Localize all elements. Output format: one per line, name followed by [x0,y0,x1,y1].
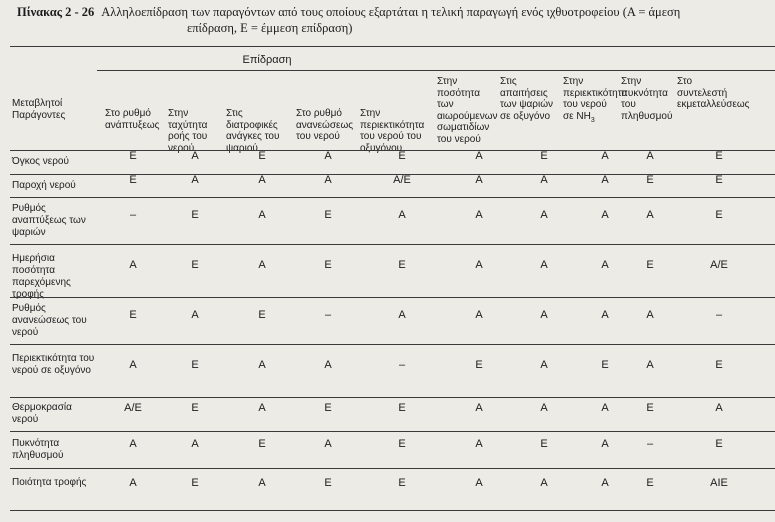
column-header: Στο ρυθμό ανανεώσεως του νερού [296,108,354,142]
table-cell: Ε [601,358,609,371]
table-caption [17,4,772,36]
table-cell: Α [191,173,199,186]
row-rule [10,397,775,398]
table-cell: ΑΙΕ [710,477,728,489]
table-cell: Ε [715,150,723,162]
table-cell: Ε [258,437,266,450]
row-header: Θερμοκρασία νερού [12,402,72,425]
row-rule [10,468,775,469]
corner-label: Μεταβλητοί Παράγοντες [12,98,66,121]
table-cell: Α [324,150,332,162]
row-rule [10,431,775,432]
row-rule [10,510,775,511]
table-cell: Α [646,308,654,321]
caption-text-line2: επίδραση, Ε = έμμεση επίδραση) [187,21,353,35]
table-cell: Ε [646,477,654,489]
row-header: Πυκνότητα πληθυσμού [12,437,64,461]
table-cell: Α [601,150,609,162]
table-cell: Α [475,208,483,221]
table-cell: Ε [324,402,332,414]
table-cell: Α [129,437,137,450]
table-cell: Ε [715,358,723,371]
table-cell: Ε [475,358,483,371]
table-cell: Ε [324,477,332,489]
table-cell: Α [398,208,406,221]
table-cell: – [715,308,723,321]
table-cell: Α [601,308,609,321]
table-cell: Ε [191,477,199,489]
table-cell: Α [191,308,199,321]
table-cell: Α [475,308,483,321]
table-cell: Α [601,437,609,450]
table-cell: Α [475,173,483,186]
row-rule [10,344,775,345]
row-rule [10,244,775,245]
table-cell: Ε [398,402,406,414]
table-cell: Α [324,437,332,450]
table-cell: Α [129,477,137,489]
column-header: Στην περιεκτικότητα του νερού σε $NH_3$ [563,76,628,124]
table-cell: Ε [540,150,548,162]
table-cell: Ε [398,150,406,162]
table-cell: Ε [646,173,654,186]
table-cell: Α [475,437,483,450]
table-cell: Α [601,208,609,221]
table-cell: – [398,358,406,371]
table-cell: Ε [715,173,723,186]
table-cell: Α [324,173,332,186]
table-cell: – [324,308,332,321]
table-cell: Ε [129,308,137,321]
table-cell: Ε [324,208,332,221]
table-cell: Α [646,358,654,371]
table-cell: Ε [129,173,137,186]
table-cell: Ε [540,437,548,450]
column-header: Στην περιεκτικότητα του νερού του οξυγόνου [360,108,425,154]
column-header: Στο ρυθμό ανάπτυξεως [105,108,160,131]
caption-label: Πίνακας 2 - 26 [17,5,95,19]
table-cell: Α [258,208,266,221]
row-header: Περιεκτικότητα του νερού σε οξυγόνο [12,352,95,376]
group-title: Επίδραση [242,54,292,66]
table-cell: Ε [398,258,406,271]
column-header: Στην πυκνότητα του πληθυσμού [621,76,673,122]
table-cell: – [129,208,137,221]
table-cell: Ε [258,308,266,321]
table-cell: Α [475,150,483,162]
table-cell: Ε [646,402,654,414]
row-header: Ρυθμός αναπτύξεως των ψαριών [12,202,86,238]
table-cell: Α [601,477,609,489]
table-cell: Α [258,358,266,371]
table-cell: Α [258,477,266,489]
table-cell: Α [540,173,548,186]
table-cell: Α [646,150,654,162]
table-cell: Α [540,402,548,414]
table-cell: Ε [398,477,406,489]
table-cell: Α [540,258,548,271]
table-cell: Α [191,437,199,450]
column-header: Στην ποσότητα των αιωρούμενων σωματιδίων του νερού [437,76,498,145]
table-cell: Ε [715,208,723,221]
column-header: Στο συντελεστή εκμεταλλεύσεως [677,76,750,110]
table-cell: Ε [646,258,654,271]
table-cell: Α [601,173,609,186]
table-cell: Α [540,308,548,321]
table-cell: Α/Ε [393,173,411,186]
table-cell: Ε [191,208,199,221]
table-cell: Α [129,258,137,271]
row-rule [10,297,775,298]
table-cell: Ε [191,258,199,271]
column-header: Στις απαιτήσεις των ψαριών σε οξυγόνο [500,76,554,122]
table-cell: Α [601,258,609,271]
table-cell: Ε [191,402,199,414]
column-header: Στην ταχύτητα ροής του νερού [168,108,208,154]
table-cell: Α [258,173,266,186]
table-cell: Α [540,477,548,489]
table-cell: Α/Ε [710,258,728,271]
table-cell: Α [475,402,483,414]
table-cell: Α [324,358,332,371]
table-top-rule [10,46,775,47]
column-header: Στις διατροφικές ανάγκες του ψαριού [226,108,280,154]
caption-text-line1: Αλληλοεπίδραση των παραγόντων από τους οποίους εξαρτάται η τελική παραγωγή ενός ιχθυοτροφείου (Α = άμεση [101,5,681,19]
table-cell: Α [398,308,406,321]
row-header: Παροχή νερού [12,179,76,191]
table-cell: Ε [715,437,723,450]
table-cell: Α [646,208,654,221]
row-header: Όγκος νερού [12,156,69,167]
table-cell: Ε [191,358,199,371]
table-cell: Ε [129,150,137,162]
table-cell: Ε [398,437,406,450]
table-cell: Ε [324,258,332,271]
table-cell: Α [258,402,266,414]
table-cell: Α [715,402,723,414]
row-header: Ρυθμός ανανεώσεως του νερού [12,302,87,338]
row-header: Ποιότητα τροφής [12,477,87,488]
table-cell: – [646,437,654,450]
table-cell: Α [540,358,548,371]
table-cell: Α [475,258,483,271]
table-cell: Α [601,402,609,414]
table-cell: Α [129,358,137,371]
table-cell: Ε [258,150,266,162]
row-header: Ημερήσια ποσότητα παρεχόμενης τροφής [12,252,71,300]
table-cell: Α [191,150,199,162]
row-rule [10,197,775,198]
table-cell: Α [540,208,548,221]
table-cell: Α/Ε [124,402,142,414]
table-cell: Α [475,477,483,489]
group-title-rule [97,70,775,71]
table-cell: Α [258,258,266,271]
